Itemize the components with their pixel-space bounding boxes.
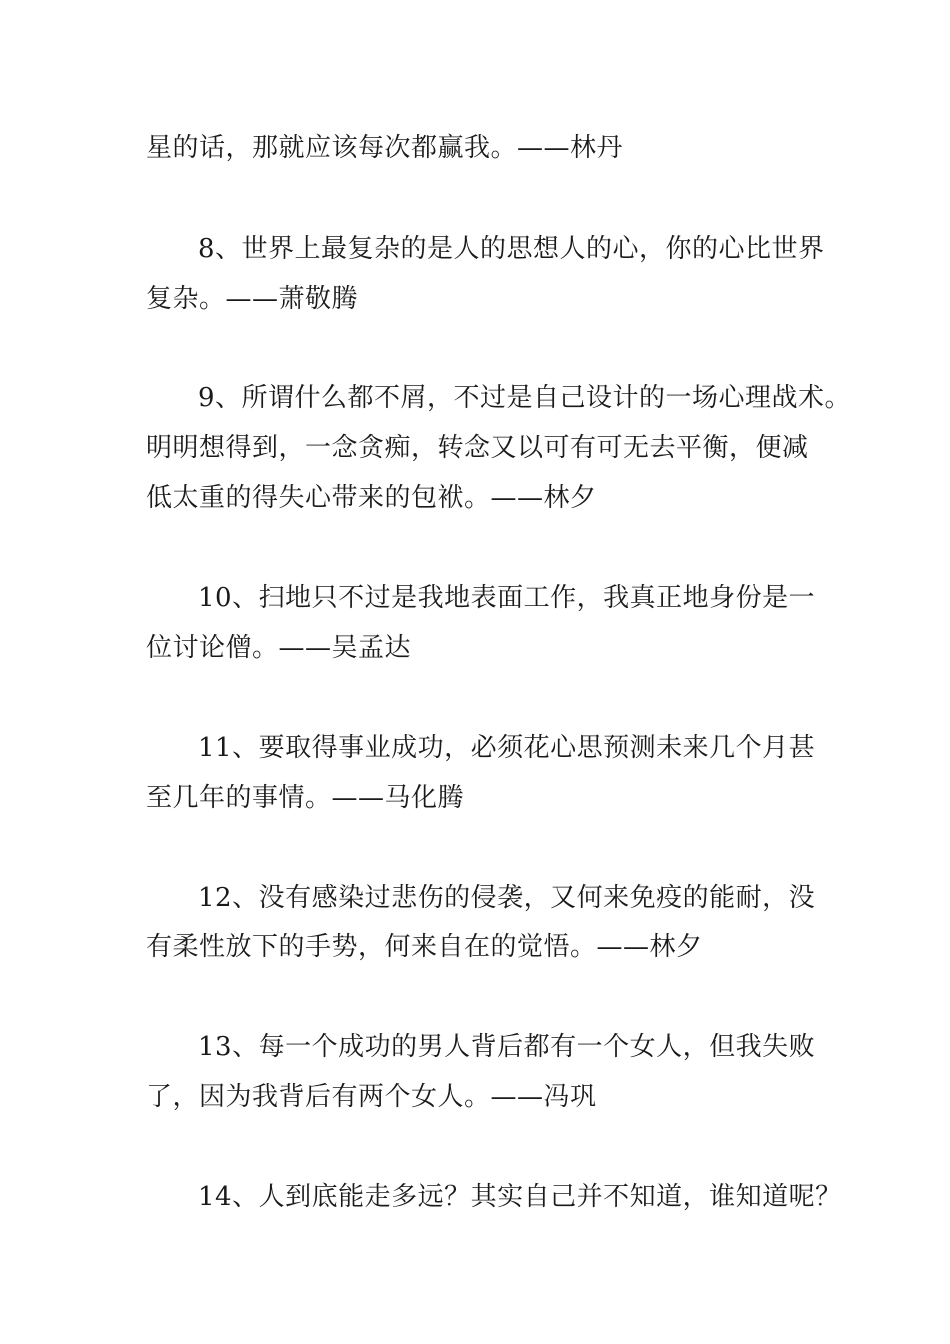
- text-line: 低太重的得失心带来的包袱。——林夕: [146, 483, 597, 513]
- text-line: 明明想得到，一念贪痴，转念又以可有可无去平衡，便减: [146, 433, 809, 463]
- text-line: 位讨论僧。——吴孟达: [146, 633, 412, 663]
- text-line: 14、人到底能走多远？其实自己并不知道，谁知道呢？: [198, 1182, 842, 1212]
- text-line: 13、每一个成功的男人背后都有一个女人，但我失败: [198, 1032, 816, 1062]
- text-line: 复杂。——萧敬腾: [146, 284, 359, 314]
- text-line: 星的话，那就应该每次都赢我。——林丹: [146, 133, 624, 163]
- text-line: 10、扫地只不过是我地表面工作，我真正地身份是一: [198, 583, 816, 613]
- text-line: 有柔性放下的手势，何来自在的觉悟。——林夕: [146, 932, 703, 962]
- text-line: 8、世界上最复杂的是人的思想人的心，你的心比世界: [198, 234, 825, 264]
- text-line: 了，因为我背后有两个女人。——冯巩: [146, 1082, 597, 1112]
- text-line: 11、要取得事业成功，必须花心思预测未来几个月甚: [198, 733, 816, 763]
- text-line: 至几年的事情。——马化腾: [146, 783, 465, 813]
- text-line: 9、所谓什么都不屑，不过是自己设计的一场心理战术。: [198, 383, 852, 413]
- text-line: 12、没有感染过悲伤的侵袭，又何来免疫的能耐，没: [198, 883, 816, 913]
